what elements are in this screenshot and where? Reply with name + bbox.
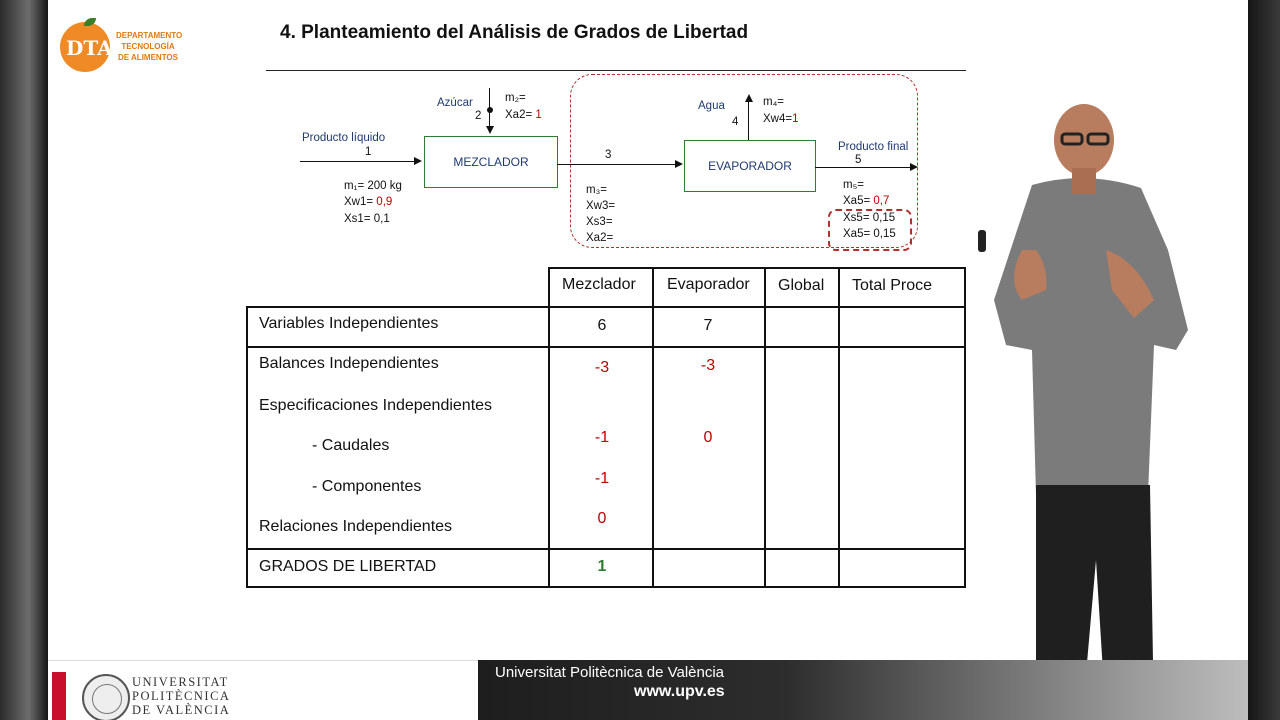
xa5-prefix: Xa5= [843,195,874,207]
row-balances: Balances Independientes [259,355,439,372]
value-balances-evaporador: -3 [700,357,716,374]
value-grados-mezclador: 1 [597,558,607,575]
stream3-line [557,164,675,165]
stream5-number: 5 [855,154,862,166]
logo-text-line: DEPARTAMENTO [116,31,183,40]
value-relaciones-mezclador: 0 [597,510,607,527]
logo-letters: DTA [66,36,113,60]
table-border [246,586,966,588]
mixer-box: MEZCLADOR [424,136,558,188]
table-border [246,346,966,348]
stream4-name: Agua [698,100,725,112]
stream2-arrow-icon [486,126,494,134]
stream2-line [489,88,490,126]
footer-url[interactable]: www.upv.es [634,683,725,700]
table-border [838,267,840,587]
footer-university-name: Universitat Politècnica de València [495,664,725,681]
row-variables: Variables Independientes [259,315,439,332]
stream4-number: 4 [732,116,739,128]
background-right [1244,0,1280,720]
table-border [246,306,248,587]
stream1-name: Producto líquido [302,132,386,144]
university-wordmark [132,675,230,717]
xw1-prefix: Xw1= [344,196,377,208]
value-caudales-mezclador: -1 [594,429,610,446]
table-border [548,267,550,587]
value-componentes-mezclador: -1 [594,470,610,487]
m3-label: m₃= [586,184,607,196]
header-total: Total Proce [852,277,933,294]
header-mezclador: Mezclador [562,276,636,293]
university-line: POLITÈCNICA [132,689,231,703]
stream4-arrow-icon [745,94,753,102]
stream2-name: Azúcar [437,97,473,109]
xs5-label: Xs5= 0,15 [843,212,896,224]
xs3-label: Xs3= [586,216,613,228]
xs1-label: Xs1= 0,1 [344,213,390,225]
stream4-line [748,102,749,140]
row-especificaciones: Especificaciones Independientes [259,397,493,414]
logo-text-line: TECNOLOGÍA [121,42,175,51]
university-line: UNIVERSITAT [132,675,229,689]
m5-label: m₅= [843,179,864,191]
stream2-number: 2 [475,110,482,122]
xa5-value: 0,7 [873,195,890,207]
stream3-number: 3 [605,149,612,161]
xw4-value: 1 [792,113,799,125]
row-relaciones: Relaciones Independientes [259,518,453,535]
row-caudales: - Caudales [312,437,390,454]
table-border [246,548,966,550]
xw4-prefix: Xw4= [763,113,793,125]
xw1-label [344,196,392,208]
title-divider [266,70,966,71]
stream3-arrow-icon [675,160,683,168]
m4-label: m₄= [763,96,784,108]
xa2-prefix: Xa2= [505,109,536,121]
xa5-label [843,195,889,207]
row-grados: GRADOS DE LIBERTAD [259,558,437,575]
row-componentes: - Componentes [312,478,422,495]
logo-text [116,30,183,63]
value-variables-evaporador: 7 [703,317,713,334]
stream1-arrow-icon [414,157,422,165]
xa2-value: 1 [535,109,542,121]
table-border [652,267,654,587]
table-border [764,267,766,587]
slide-title: 4. Planteamiento del Análisis de Grados de Libertad [280,22,749,43]
stream1-line [300,161,414,162]
value-variables-mezclador: 6 [597,317,607,334]
evaporator-box: EVAPORADOR [684,140,816,192]
slide [48,0,1248,720]
xw1-value: 0,9 [376,196,393,208]
header-global: Global [778,277,825,294]
xa3-label: Xa2= [586,232,614,244]
table-border [246,306,966,308]
university-line: DE VALÈNCIA [132,703,231,717]
department-logo [54,16,184,76]
table-border [548,267,966,269]
presenter-figure [936,0,1248,720]
m2-label: m₂= [505,92,526,104]
background-left [0,0,48,720]
stream5-line [815,167,911,168]
logo-text-line: DE ALIMENTOS [117,53,178,62]
stream5-arrow-icon [910,163,918,171]
xa2-label [505,109,542,121]
stream5-name: Producto final [838,141,909,153]
header-evaporador: Evaporador [667,276,750,293]
xa5b-label: Xa5= 0,15 [843,228,896,240]
xw4-label [763,113,799,125]
stream1-number: 1 [365,146,372,158]
m1-label: m₁= 200 kg [344,180,402,192]
value-caudales-evaporador: 0 [703,429,713,446]
value-balances-mezclador: -3 [594,359,610,376]
footer-accent-bar [52,672,66,720]
xw3-label: Xw3= [586,200,616,212]
university-seal-icon [82,674,130,720]
